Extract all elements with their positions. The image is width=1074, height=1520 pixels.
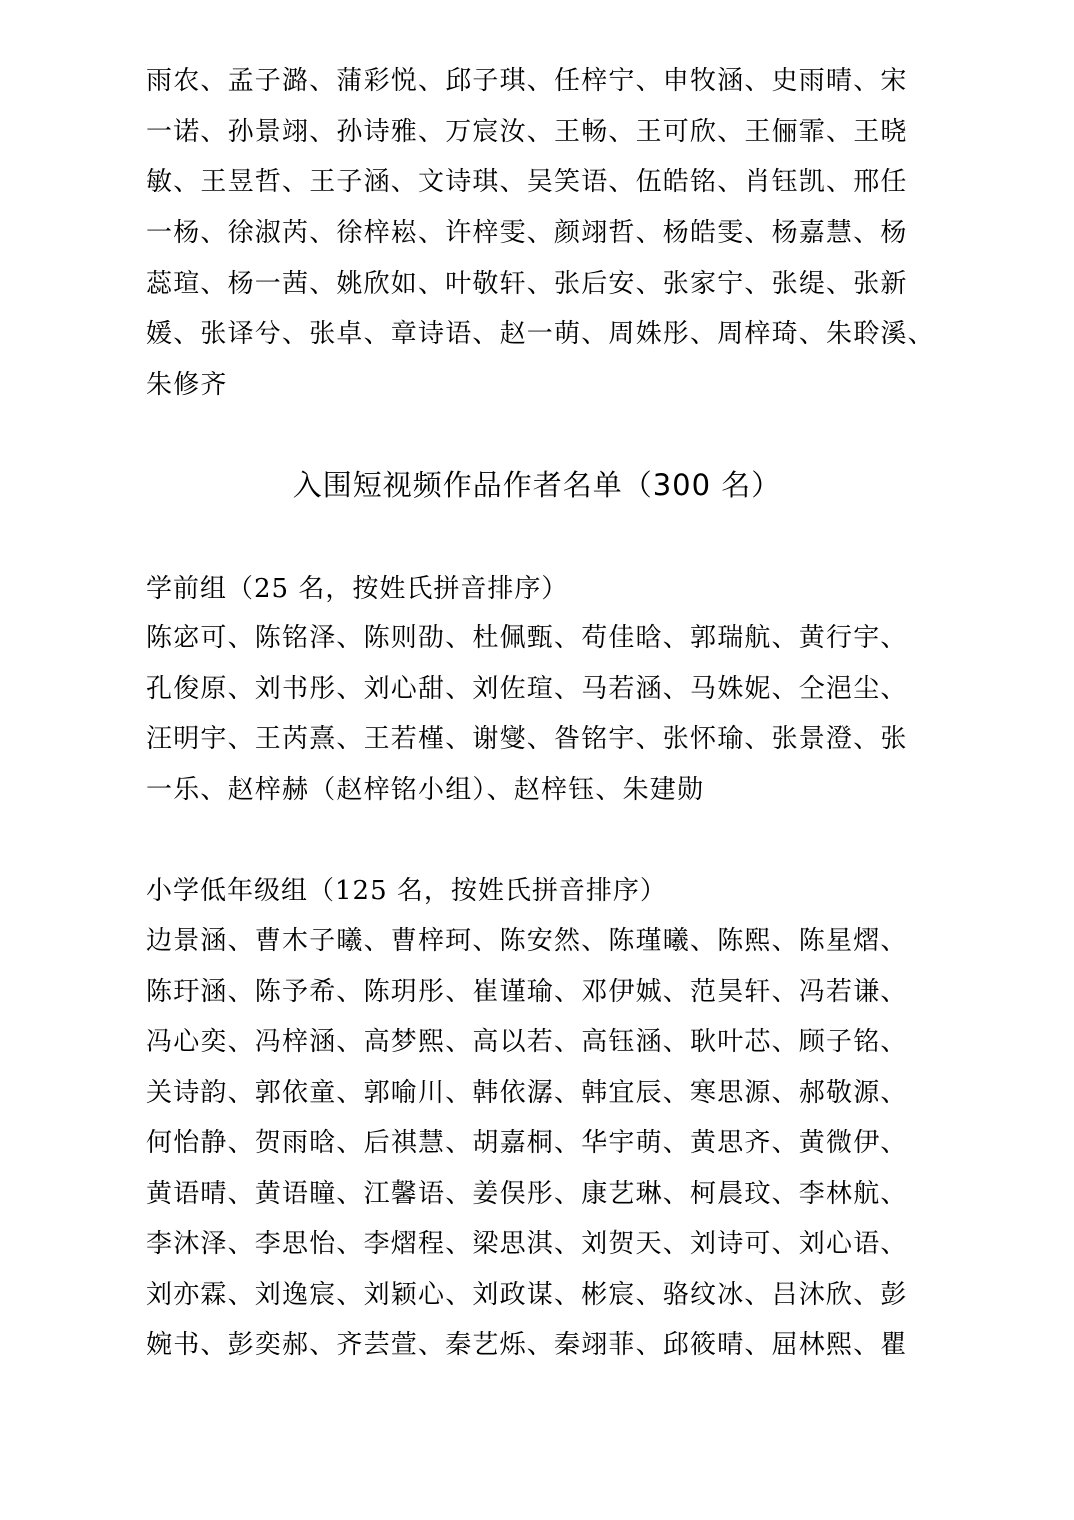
list-line: 孔俊原、刘书彤、刘心甜、刘佐瑄、马若涵、马姝妮、仝浥尘、 xyxy=(146,674,908,704)
list-line: 冯心奕、冯梓涵、高梦熙、高以若、高钰涵、耿叶芯、顾子铭、 xyxy=(146,1027,908,1057)
list-line: 蕊瑄、杨一茜、姚欣如、叶敬轩、张后安、张家宁、张缇、张新 xyxy=(146,269,908,299)
list-line: 黄语晴、黄语瞳、江馨语、姜俣彤、康艺琳、柯晨玟、李林航、 xyxy=(146,1179,908,1209)
list-line: 雨农、孟子潞、蒲彩悦、邱子琪、任梓宁、申牧涵、史雨晴、宋 xyxy=(146,66,908,96)
list-line: 一杨、徐淑芮、徐梓崧、许梓雯、颜翊哲、杨皓雯、杨嘉慧、杨 xyxy=(146,218,908,248)
list-line: 媛、张译兮、张卓、章诗语、赵一萌、周姝彤、周梓琦、朱聆溪、 xyxy=(146,319,935,349)
group-heading: 学前组（25 名，按姓氏拼音排序） xyxy=(146,574,569,604)
list-line: 边景涵、曹木子曦、曹梓珂、陈安然、陈瑾曦、陈熙、陈星熠、 xyxy=(146,926,908,956)
list-line: 何怡静、贺雨晗、后祺慧、胡嘉桐、华宇萌、黄思齐、黄微伊、 xyxy=(146,1128,908,1158)
list-line: 陈宓可、陈铭泽、陈则劭、杜佩甄、苟佳晗、郭瑞航、黄行宇、 xyxy=(146,623,908,653)
list-line: 刘亦霖、刘逸宸、刘颖心、刘政谋、彬宸、骆纹冰、吕沐欣、彭 xyxy=(146,1280,908,1310)
list-line: 敏、王昱哲、王子涵、文诗琪、吴笑语、伍皓铭、肖钰凯、邢任 xyxy=(146,167,908,197)
list-line: 朱修齐 xyxy=(146,370,228,400)
group-heading: 小学低年级组（125 名，按姓氏拼音排序） xyxy=(146,876,667,906)
list-line: 李沐泽、李思怡、李熠程、梁思淇、刘贺天、刘诗可、刘心语、 xyxy=(146,1229,908,1259)
section-title: 入围短视频作品作者名单（300 名） xyxy=(292,468,782,502)
list-line: 婉书、彭奕郝、齐芸萱、秦艺烁、秦翊菲、邱筱晴、屈林熙、瞿 xyxy=(146,1330,908,1360)
list-line: 陈玗涵、陈予希、陈玥彤、崔谨瑜、邓伊娍、范昊轩、冯若谦、 xyxy=(146,977,908,1007)
list-line: 一乐、赵梓赫（赵梓铭小组）、赵梓钰、朱建勋 xyxy=(146,775,705,805)
list-line: 汪明宇、王芮熹、王若槿、谢燮、昝铭宇、张怀瑜、张景澄、张 xyxy=(146,724,908,754)
list-line: 关诗韵、郭依童、郭喻川、韩依潺、韩宜辰、寒思源、郝敬源、 xyxy=(146,1078,908,1108)
list-line: 一诺、孙景翊、孙诗雅、万宸汝、王畅、王可欣、王俪霏、王晓 xyxy=(146,117,908,147)
